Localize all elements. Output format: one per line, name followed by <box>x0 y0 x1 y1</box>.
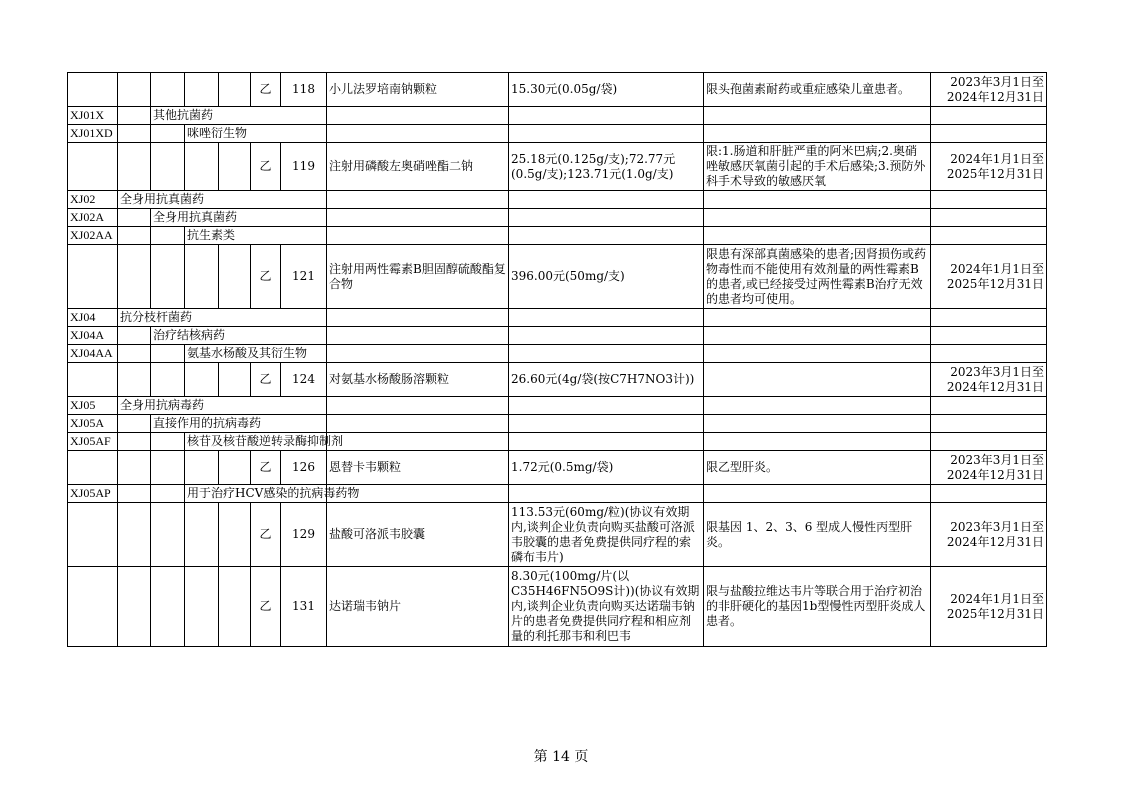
period-start: 2023年3月1日至 <box>950 519 1044 534</box>
category-code: XJ02AA <box>68 227 118 245</box>
empty-cell <box>151 567 185 647</box>
empty-cell <box>118 363 151 397</box>
category-code <box>68 73 118 107</box>
empty-cell <box>931 485 1047 503</box>
drug-price <box>509 245 704 309</box>
drug-row <box>68 567 1047 647</box>
empty-cell <box>118 227 151 245</box>
payment-limit <box>704 245 931 309</box>
drug-name: 对氨基水杨酸肠溶颗粒 <box>327 363 509 397</box>
category-code: XJ05A <box>68 415 118 433</box>
drug-row <box>68 451 1047 485</box>
category-code: XJ05AP <box>68 485 118 503</box>
payment-limit-text: 限患有深部真菌感染的患者;因肾损伤或药物毒性而不能使用有效剂量的两性霉素B的患者,或已经接受过两性霉素B治疗无效的患者均可使用。 <box>706 246 927 306</box>
drug-number: 126 <box>281 451 327 485</box>
category-code: XJ04A <box>68 327 118 345</box>
drug-price-text: 8.30元(100mg/片(以C35H46FN5O9S计))(协议有效期内,谈判企业负责向购买达诺瑞韦钠片的患者免费提供同疗程和相应剂量的利托那韦和利巴韦 <box>511 569 700 643</box>
drug-number: 119 <box>281 143 327 191</box>
empty-cell <box>931 209 1047 227</box>
empty-cell <box>327 191 509 209</box>
drug-row <box>68 503 1047 567</box>
empty-cell <box>509 209 704 227</box>
empty-cell <box>185 245 219 309</box>
empty-cell <box>185 73 219 107</box>
empty-cell <box>704 191 931 209</box>
empty-cell <box>327 415 509 433</box>
empty-cell <box>704 397 931 415</box>
empty-cell <box>704 485 931 503</box>
category-code: XJ02A <box>68 209 118 227</box>
payment-limit <box>704 143 931 191</box>
empty-cell <box>185 363 219 397</box>
category-code: XJ04AA <box>68 345 118 363</box>
empty-cell <box>151 451 185 485</box>
drug-number: 124 <box>281 363 327 397</box>
empty-cell <box>704 345 931 363</box>
empty-cell <box>118 209 151 227</box>
empty-cell <box>118 107 151 125</box>
empty-cell <box>931 415 1047 433</box>
category-code: XJ01XD <box>68 125 118 143</box>
empty-cell <box>704 227 931 245</box>
category-name: 用于治疗HCV感染的抗病毒药物 <box>185 485 327 503</box>
insurance-grade: 乙 <box>251 363 281 397</box>
drug-catalog-table <box>67 72 1047 647</box>
empty-cell <box>151 363 185 397</box>
empty-cell <box>704 309 931 327</box>
empty-cell <box>118 415 151 433</box>
drug-number: 129 <box>281 503 327 567</box>
empty-cell <box>151 143 185 191</box>
period-end: 2024年12月31日 <box>946 89 1044 104</box>
empty-cell <box>118 485 151 503</box>
empty-cell <box>219 143 251 191</box>
period-start: 2023年3月1日至 <box>950 74 1044 89</box>
empty-cell <box>327 309 509 327</box>
category-name: 治疗结核病药 <box>151 327 327 345</box>
empty-cell <box>327 433 509 451</box>
validity-period <box>931 143 1047 191</box>
empty-cell <box>118 73 151 107</box>
category-name: 直接作用的抗病毒药 <box>151 415 327 433</box>
category-row <box>68 415 1047 433</box>
category-row <box>68 107 1047 125</box>
empty-cell <box>931 433 1047 451</box>
payment-limit-text: 限基因 1、2、3、6 型成人慢性丙型肝炎。 <box>706 519 913 549</box>
empty-cell <box>931 107 1047 125</box>
empty-cell <box>931 125 1047 143</box>
empty-cell <box>185 451 219 485</box>
drug-price <box>509 567 704 647</box>
drug-row <box>68 245 1047 309</box>
category-code: XJ01X <box>68 107 118 125</box>
empty-cell <box>509 107 704 125</box>
empty-cell <box>151 433 185 451</box>
drug-name: 盐酸可洛派韦胶囊 <box>327 503 509 567</box>
drug-price <box>509 143 704 191</box>
category-code <box>68 143 118 191</box>
insurance-grade: 乙 <box>251 503 281 567</box>
empty-cell <box>118 451 151 485</box>
empty-cell <box>118 567 151 647</box>
empty-cell <box>509 397 704 415</box>
category-name: 全身用抗真菌药 <box>151 209 327 227</box>
empty-cell <box>931 227 1047 245</box>
category-code: XJ05AF <box>68 433 118 451</box>
category-row <box>68 125 1047 143</box>
empty-cell <box>219 245 251 309</box>
empty-cell <box>509 191 704 209</box>
empty-cell <box>509 415 704 433</box>
validity-period <box>931 73 1047 107</box>
empty-cell <box>151 125 185 143</box>
drug-number: 131 <box>281 567 327 647</box>
validity-period <box>931 363 1047 397</box>
empty-cell <box>509 227 704 245</box>
category-code <box>68 245 118 309</box>
empty-cell <box>118 245 151 309</box>
empty-cell <box>704 327 931 345</box>
empty-cell <box>327 345 509 363</box>
payment-limit <box>704 503 931 567</box>
category-row <box>68 309 1047 327</box>
drug-price-text: 26.60元(4g/袋(按C7H7NO3计)) <box>511 372 695 386</box>
validity-period <box>931 245 1047 309</box>
category-row <box>68 485 1047 503</box>
drug-row <box>68 143 1047 191</box>
empty-cell <box>118 345 151 363</box>
period-end: 2024年12月31日 <box>946 379 1044 394</box>
period-start: 2024年1月1日至 <box>950 151 1044 166</box>
empty-cell <box>151 345 185 363</box>
empty-cell <box>327 227 509 245</box>
empty-cell <box>931 191 1047 209</box>
empty-cell <box>509 433 704 451</box>
empty-cell <box>118 503 151 567</box>
drug-name: 注射用磷酸左奥硝唑酯二钠 <box>327 143 509 191</box>
empty-cell <box>931 309 1047 327</box>
drug-name: 达诺瑞韦钠片 <box>327 567 509 647</box>
empty-cell <box>185 143 219 191</box>
empty-cell <box>704 415 931 433</box>
empty-cell <box>118 143 151 191</box>
payment-limit <box>704 73 931 107</box>
category-row <box>68 397 1047 415</box>
empty-cell <box>151 503 185 567</box>
empty-cell <box>509 345 704 363</box>
drug-number: 118 <box>281 73 327 107</box>
category-code: XJ02 <box>68 191 118 209</box>
empty-cell <box>151 227 185 245</box>
empty-cell <box>704 107 931 125</box>
category-name: 其他抗菌药 <box>151 107 327 125</box>
empty-cell <box>509 309 704 327</box>
category-name: 咪唑衍生物 <box>185 125 327 143</box>
drug-price-text: 396.00元(50mg/支) <box>511 269 625 283</box>
drug-price-text: 113.53元(60mg/粒)(协议有效期内,谈判企业负责向购买盐酸可洛派韦胶囊的患者免费提供同疗程的索磷布韦片) <box>511 504 695 564</box>
category-code <box>68 451 118 485</box>
category-row <box>68 433 1047 451</box>
empty-cell <box>219 567 251 647</box>
empty-cell <box>151 245 185 309</box>
period-end: 2024年12月31日 <box>946 467 1044 482</box>
empty-cell <box>704 125 931 143</box>
insurance-grade: 乙 <box>251 73 281 107</box>
category-row <box>68 227 1047 245</box>
period-start: 2024年1月1日至 <box>950 591 1044 606</box>
category-name: 核苷及核苷酸逆转录酶抑制剂 <box>185 433 327 451</box>
empty-cell <box>219 503 251 567</box>
empty-cell <box>219 363 251 397</box>
empty-cell <box>327 125 509 143</box>
category-name: 氨基水杨酸及其衍生物 <box>185 345 327 363</box>
period-end: 2024年12月31日 <box>946 534 1044 549</box>
insurance-grade: 乙 <box>251 567 281 647</box>
empty-cell <box>509 125 704 143</box>
insurance-grade: 乙 <box>251 143 281 191</box>
empty-cell <box>151 73 185 107</box>
validity-period <box>931 567 1047 647</box>
drug-price <box>509 503 704 567</box>
category-row <box>68 327 1047 345</box>
period-start: 2023年3月1日至 <box>950 452 1044 467</box>
empty-cell <box>327 327 509 345</box>
insurance-grade: 乙 <box>251 245 281 309</box>
empty-cell <box>931 397 1047 415</box>
empty-cell <box>931 345 1047 363</box>
empty-cell <box>118 327 151 345</box>
empty-cell <box>185 503 219 567</box>
drug-name: 注射用两性霉素B胆固醇硫酸酯复合物 <box>327 245 509 309</box>
empty-cell <box>509 327 704 345</box>
empty-cell <box>219 451 251 485</box>
category-code <box>68 567 118 647</box>
empty-cell <box>327 107 509 125</box>
category-code: XJ04 <box>68 309 118 327</box>
period-end: 2025年12月31日 <box>946 606 1044 621</box>
drug-price-text: 25.18元(0.125g/支);72.77元(0.5g/支);123.71元(1.0g/支) <box>511 151 676 181</box>
drug-price-text: 15.30元(0.05g/袋) <box>511 82 618 96</box>
payment-limit <box>704 363 931 397</box>
empty-cell <box>327 397 509 415</box>
payment-limit <box>704 567 931 647</box>
validity-period <box>931 503 1047 567</box>
category-code <box>68 503 118 567</box>
category-code <box>68 363 118 397</box>
empty-cell <box>151 485 185 503</box>
payment-limit-text: 限与盐酸拉维达韦片等联合用于治疗初治的非肝硬化的基因1b型慢性丙型肝炎成人患者。 <box>706 584 926 628</box>
page-number: 第 14 页 <box>533 749 589 765</box>
category-row <box>68 191 1047 209</box>
empty-cell <box>509 485 704 503</box>
empty-cell <box>704 433 931 451</box>
empty-cell <box>118 125 151 143</box>
period-end: 2025年12月31日 <box>946 166 1044 181</box>
empty-cell <box>327 209 509 227</box>
payment-limit-text: 限乙型肝炎。 <box>706 460 779 474</box>
category-row <box>68 345 1047 363</box>
drug-price-text: 1.72元(0.5mg/袋) <box>511 460 614 474</box>
category-name: 抗分枝杆菌药 <box>118 309 327 327</box>
period-start: 2024年1月1日至 <box>950 261 1044 276</box>
payment-limit <box>704 451 931 485</box>
validity-period <box>931 451 1047 485</box>
drug-row <box>68 363 1047 397</box>
drug-number: 121 <box>281 245 327 309</box>
empty-cell <box>704 209 931 227</box>
payment-limit-text: 限:1.肠道和肝脏严重的阿米巴病;2.奥硝唑敏感厌氧菌引起的手术后感染;3.预防外科手术导致的敏感厌氧 <box>706 144 926 188</box>
empty-cell <box>185 567 219 647</box>
category-name: 抗生素类 <box>185 227 327 245</box>
drug-name: 小儿法罗培南钠颗粒 <box>327 73 509 107</box>
insurance-grade: 乙 <box>251 451 281 485</box>
empty-cell <box>931 327 1047 345</box>
category-name: 全身用抗真菌药 <box>118 191 327 209</box>
drug-price <box>509 363 704 397</box>
drug-price <box>509 451 704 485</box>
category-row <box>68 209 1047 227</box>
category-code: XJ05 <box>68 397 118 415</box>
payment-limit-text: 限头孢菌素耐药或重症感染儿童患者。 <box>706 82 911 96</box>
empty-cell <box>219 73 251 107</box>
period-start: 2023年3月1日至 <box>950 364 1044 379</box>
empty-cell <box>118 433 151 451</box>
drug-row <box>68 73 1047 107</box>
drug-name: 恩替卡韦颗粒 <box>327 451 509 485</box>
category-name: 全身用抗病毒药 <box>118 397 327 415</box>
drug-price <box>509 73 704 107</box>
period-end: 2025年12月31日 <box>946 276 1044 291</box>
